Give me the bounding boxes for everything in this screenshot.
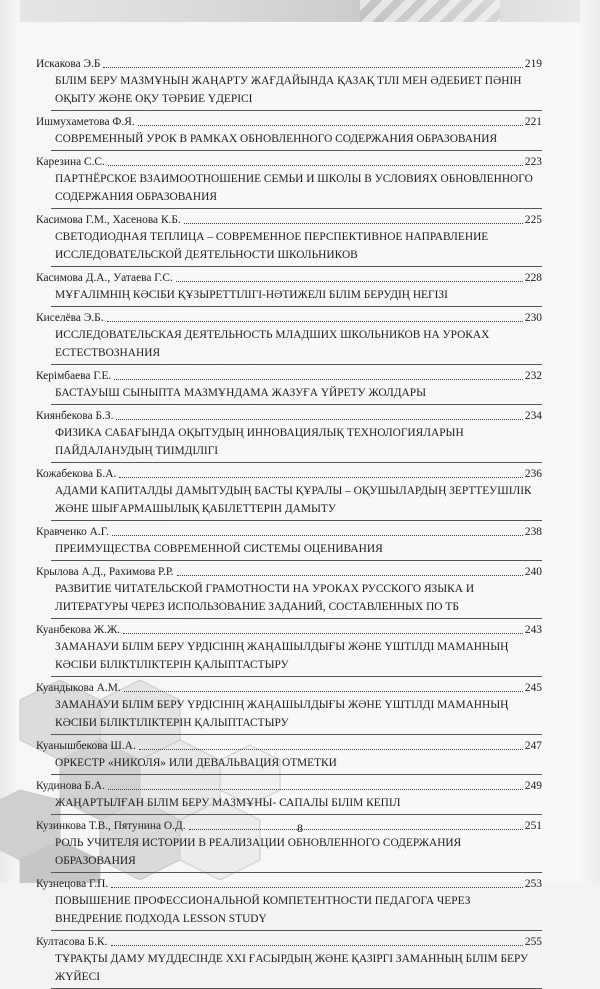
article-title: [51, 793, 542, 815]
author-name: Култасова Б.К.: [36, 936, 108, 948]
page-ref: 223: [524, 156, 542, 168]
title-line: РОЛЬ УЧИТЕЛЯ ИСТОРИИ В РЕАЛИЗАЦИИ ОБНОВЛЕННОГО СОДЕРЖАНИЯ: [55, 837, 462, 849]
page-ref: 221: [524, 116, 542, 128]
page-ref: 236: [524, 468, 542, 480]
dot-leader: [139, 748, 523, 750]
toc-entry: [36, 111, 542, 151]
toc-entry: [36, 677, 542, 735]
author-line: [36, 267, 542, 285]
article-title: [51, 481, 542, 521]
title-line: КӘСІБИ БІЛІКТІЛІКТЕРІН ҚАЛЫПТАСТЫРУ: [55, 659, 289, 671]
author-name: Куанбекова Ж.Ж.: [36, 624, 121, 636]
toc-entry: [36, 53, 542, 111]
dot-leader: [124, 690, 523, 692]
dot-leader: [119, 476, 523, 478]
dot-leader: [112, 534, 523, 536]
page-ref: 232: [524, 370, 542, 382]
dot-leader: [184, 222, 523, 224]
page-ref: 219: [524, 58, 542, 70]
author-line: [36, 775, 542, 793]
author-name: Кузнецова Г.П.: [36, 878, 109, 890]
title-line: ПРЕИМУЩЕСТВА СОВРЕМЕННОЙ СИСТЕМЫ ОЦЕНИВАНИЯ: [55, 543, 383, 555]
author-line: [36, 151, 542, 169]
article-title: [51, 227, 542, 267]
title-line: ВНЕДРЕНИЕ ПОДХОДА LESSON STUDY: [55, 913, 267, 925]
article-title: [51, 539, 542, 561]
title-line: ОБРАЗОВАНИЯ: [55, 855, 136, 867]
page-ref: 230: [524, 312, 542, 324]
author-line: [36, 561, 542, 579]
dot-leader: [107, 320, 523, 322]
title-line: АДАМИ КАПИТАЛДЫ ДАМЫТУДЫҢ БАСТЫ ҚҰРАЛЫ – ОҚУШЫЛАРДЫҢ ЗЕРТТЕУШІЛІК: [55, 485, 532, 497]
author-line: [36, 307, 542, 325]
dot-leader: [111, 886, 523, 888]
toc-entry: [36, 405, 542, 463]
dot-leader: [108, 164, 523, 166]
article-title: [51, 695, 542, 735]
author-name: Касимова Г.М., Хасенова К.Б.: [36, 214, 181, 226]
author-name: Касимова Д.А., Уатаева Г.С.: [36, 272, 173, 284]
author-name: Кузинкова Т.В., Пятунина О.Д.: [36, 820, 186, 832]
author-name: Ишмухаметова Ф.Я.: [36, 116, 135, 128]
dot-leader: [114, 378, 523, 380]
author-line: [36, 619, 542, 637]
page-ref: 228: [524, 272, 542, 284]
page-ref: 234: [524, 410, 542, 422]
toc-entry: [36, 365, 542, 405]
article-title: [51, 129, 542, 151]
title-line: СОДЕРЖАНИЯ ОБРАЗОВАНИЯ: [55, 191, 217, 203]
author-name: Куанышбекова Ш.А.: [36, 740, 136, 752]
author-line: [36, 873, 542, 891]
page-ref: 253: [524, 878, 542, 890]
author-name: Киселёва Э.Б.: [36, 312, 104, 324]
author-line: [36, 111, 542, 129]
dot-leader: [138, 124, 523, 126]
page-ref: 238: [524, 526, 542, 538]
toc-entry: [36, 619, 542, 677]
article-title: [51, 169, 542, 209]
dot-leader: [176, 280, 523, 282]
author-name: Кудинова Б.А.: [36, 780, 105, 792]
title-line: ЖӘНЕ ШЫҒАРМАШЫЛЫҚ ҚАБІЛЕТТЕРІН ДАМЫТУ: [55, 503, 336, 515]
title-line: ЛИТЕРАТУРЫ ЧЕРЕЗ ИСПОЛЬЗОВАНИЕ ЗАДАНИЙ, СОСТАВЛЕННЫХ ПО ТБ: [55, 601, 459, 613]
title-line: БІЛІМ БЕРУ МАЗМҰНЫН ЖАҢАРТУ ЖАҒДАЙЫНДА ҚАЗАҚ ТІЛІ МЕН ӘДЕБИЕТ ПӘНІН: [55, 75, 522, 87]
page-ref: 240: [524, 566, 542, 578]
page-number: 8: [297, 821, 303, 835]
toc-entry: [36, 267, 542, 307]
title-line: ПАРТНЁРСКОЕ ВЗАИМООТНОШЕНИЕ СЕМЬИ И ШКОЛЫ В УСЛОВИЯХ ОБНОВЛЕННОГО: [55, 173, 533, 185]
author-name: Крылова А.Д., Рахимова Р.Р.: [36, 566, 174, 578]
page-ref: 255: [524, 936, 542, 948]
author-name: Керімбаева Г.Е.: [36, 370, 112, 382]
author-line: [36, 521, 542, 539]
toc-entry: [36, 521, 542, 561]
title-line: ОҚЫТУ ЖӘНЕ ОҚУ ТӘРБИЕ ҮДЕРІСІ: [55, 93, 253, 105]
title-line: КӘСІБИ БІЛІКТІЛІКТЕРІН ҚАЛЫПТАСТЫРУ: [55, 717, 289, 729]
toc-entry: [36, 151, 542, 209]
title-line: СВЕТОДИОДНАЯ ТЕПЛИЦА – СОВРЕМЕННОЕ ПЕРСПЕКТИВНОЕ НАПРАВЛЕНИЕ: [55, 231, 489, 243]
title-line: СОВРЕМЕННЫЙ УРОК В РАМКАХ ОБНОВЛЕННОГО СОДЕРЖАНИЯ ОБРАЗОВАНИЯ: [55, 133, 498, 145]
dot-leader: [111, 944, 523, 946]
toc-entry: [36, 307, 542, 365]
article-title: [51, 423, 542, 463]
author-line: [36, 405, 542, 423]
article-title: [51, 637, 542, 677]
page-ref: 225: [524, 214, 542, 226]
author-line: [36, 463, 542, 481]
article-title: [51, 579, 542, 619]
article-title: [51, 71, 542, 111]
title-line: ПОВЫШЕНИЕ ПРОФЕССИОНАЛЬНОЙ КОМПЕТЕНТНОСТИ ПЕДАГОГА ЧЕРЕЗ: [55, 895, 471, 907]
table-of-contents: [36, 53, 542, 989]
title-line: ОРКЕСТР «НИКОЛЯ» ИЛИ ДЕВАЛЬВАЦИЯ ОТМЕТКИ: [55, 757, 337, 769]
title-line: МҰҒАЛІМНІҢ КӘСІБИ ҚҰЗЫРЕТТІЛІГІ-НӘТИЖЕЛІ БІЛІМ БЕРУДІҢ НЕГІЗІ: [55, 289, 448, 301]
author-name: Искакова Э.Б: [36, 58, 101, 70]
author-line: [36, 735, 542, 753]
article-title: [51, 325, 542, 365]
toc-entry: [36, 735, 542, 775]
page-ref: 249: [524, 780, 542, 792]
header-decoration: [20, 0, 580, 22]
page-ref: 247: [524, 740, 542, 752]
title-line: ЗАМАНАУИ БІЛІМ БЕРУ ҮРДІСІНІҢ ЖАҢАШЫЛДЫҒЫ ЖӘНЕ ҮШТІЛДІ МАМАННЫҢ: [55, 641, 509, 653]
title-line: ИССЛЕДОВАТЕЛЬСКОЙ ДЕЯТЕЛЬНОСТИ ШКОЛЬНИКОВ: [55, 249, 358, 261]
page-ref: 243: [524, 624, 542, 636]
article-title: [51, 383, 542, 405]
author-line: [36, 677, 542, 695]
dot-leader: [108, 788, 523, 790]
toc-entry: [36, 561, 542, 619]
dot-leader: [123, 632, 523, 634]
dot-leader: [103, 66, 523, 68]
title-line: ЖҮЙЕСІ: [55, 971, 101, 983]
title-line: ПАЙДАЛАНУДЫҢ ТИІМДІЛІГІ: [55, 445, 219, 457]
article-title: [51, 833, 542, 873]
title-line: ЗАМАНАУИ БІЛІМ БЕРУ ҮРДІСІНІҢ ЖАҢАШЫЛДЫҒЫ ЖӘНЕ ҮШТІЛДІ МАМАННЫҢ: [55, 699, 509, 711]
author-name: Кожабекова Б.А.: [36, 468, 117, 480]
toc-entry: [36, 931, 542, 989]
author-name: Карезина С.С.: [36, 156, 105, 168]
title-line: ЖАҢАРТЫЛҒАН БІЛІМ БЕРУ МАЗМҰНЫ- САПАЛЫ БІЛІМ КЕПІЛ: [55, 797, 401, 809]
author-name: Куандыкова А.М.: [36, 682, 121, 694]
toc-entry: [36, 873, 542, 931]
article-title: [51, 753, 542, 775]
title-line: ТҰРАҚТЫ ДАМУ МҮДДЕСІНДЕ XXI ҒАСЫРДЫҢ ЖӘНЕ ҚАЗІРГІ ЗАМАННЫҢ БІЛІМ БЕРУ: [55, 953, 529, 965]
author-line: [36, 365, 542, 383]
dot-leader: [116, 418, 522, 420]
title-line: ФИЗИКА САБАҒЫНДА ОҚЫТУДЫҢ ИННОВАЦИЯЛЫҚ ТЕХНОЛОГИЯЛАРЫН: [55, 427, 464, 439]
title-line: РАЗВИТИЕ ЧИТАТЕЛЬСКОЙ ГРАМОТНОСТИ НА УРОКАХ РУССКОГО ЯЗЫКА И: [55, 583, 475, 595]
title-line: БАСТАУЫШ СЫНЫПТА МАЗМҰНДАМА ЖАЗУҒА ҮЙРЕТУ ЖОЛДАРЫ: [55, 387, 427, 399]
title-line: ИССЛЕДОВАТЕЛЬСКАЯ ДЕЯТЕЛЬНОСТЬ МЛАДШИХ ШКОЛЬНИКОВ НА УРОКАХ: [55, 329, 490, 341]
author-line: [36, 931, 542, 949]
author-line: [36, 53, 542, 71]
author-line: [36, 209, 542, 227]
dot-leader: [177, 574, 523, 576]
page-ref: 245: [524, 682, 542, 694]
title-line: ЕСТЕСТВОЗНАНИЯ: [55, 347, 161, 359]
author-name: Кравченко А.Г.: [36, 526, 109, 538]
page-ref: 251: [524, 820, 542, 832]
author-name: Киянбекова Б.З.: [36, 410, 114, 422]
toc-entry: [36, 209, 542, 267]
article-title: [51, 891, 542, 931]
toc-entry: [36, 775, 542, 815]
article-title: [51, 285, 542, 307]
article-title: [51, 949, 542, 989]
toc-entry: [36, 463, 542, 521]
